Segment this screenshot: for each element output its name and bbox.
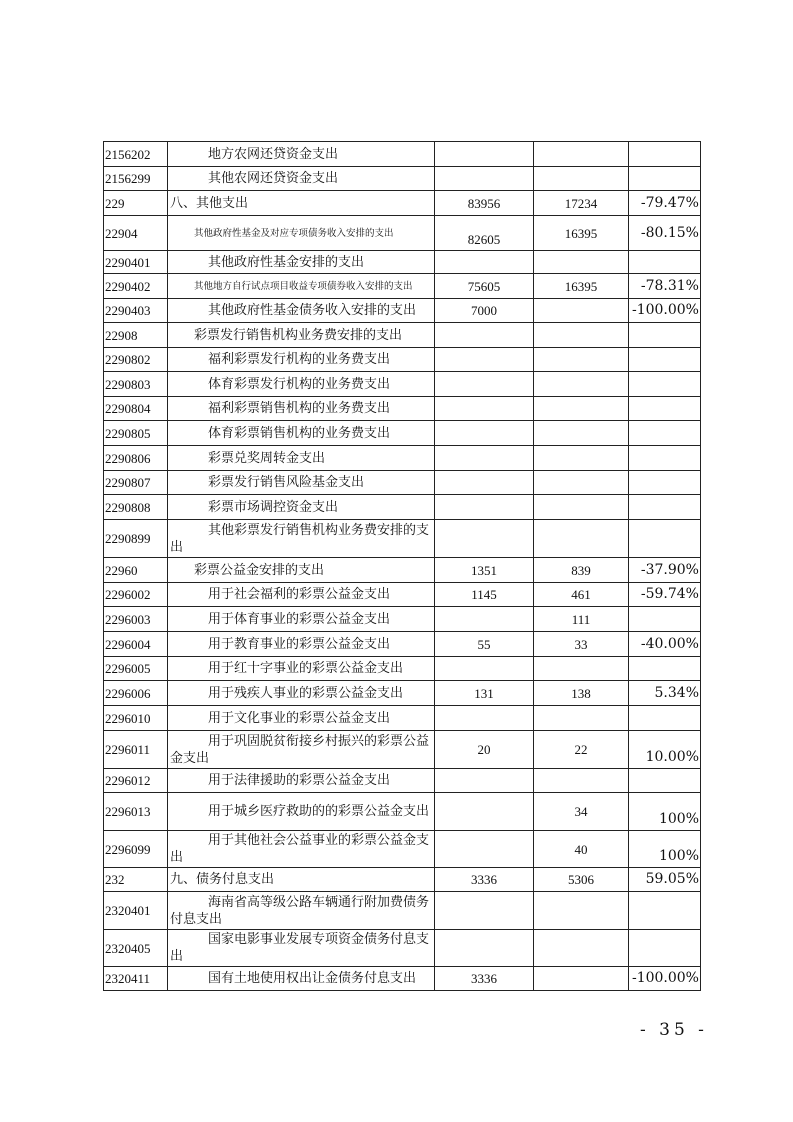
- row-name: 用于教育事业的彩票公益金支出: [168, 632, 435, 657]
- row-code: 22904: [104, 216, 168, 251]
- row-change-pct: [629, 892, 701, 930]
- row-value-curr: [534, 892, 629, 930]
- row-change-pct: -79.47%: [629, 191, 701, 216]
- row-value-curr: [534, 967, 629, 991]
- row-code: 22960: [104, 558, 168, 583]
- row-change-pct: [629, 372, 701, 397]
- table-row: [104, 299, 701, 323]
- row-code: 2290402: [104, 274, 168, 299]
- row-code: 2296006: [104, 681, 168, 706]
- row-name: 福利彩票发行机构的业务费支出: [168, 348, 435, 372]
- table-row: [104, 251, 701, 274]
- row-value-prev: [435, 471, 534, 495]
- row-name: 其他政府性基金及对应专项债务收入安排的支出: [168, 216, 435, 251]
- row-change-pct: 5.34%: [629, 681, 701, 706]
- row-code: 2290802: [104, 348, 168, 372]
- row-code: 2296010: [104, 706, 168, 731]
- table-row: [104, 372, 701, 397]
- row-value-curr: 17234: [534, 191, 629, 216]
- row-change-pct: [629, 657, 701, 681]
- row-name: 体育彩票销售机构的业务费支出: [168, 421, 435, 446]
- row-value-curr: [534, 446, 629, 471]
- table-row: [104, 520, 701, 558]
- row-change-pct: 59.05%: [629, 868, 701, 892]
- table-row: [104, 323, 701, 348]
- row-value-prev: [435, 520, 534, 558]
- row-value-prev: [435, 167, 534, 191]
- row-change-pct: 10.00%: [629, 731, 701, 769]
- row-change-pct: 100%: [629, 831, 701, 868]
- row-value-curr: 138: [534, 681, 629, 706]
- row-code: 232: [104, 868, 168, 892]
- row-value-prev: [435, 421, 534, 446]
- row-name: 用于文化事业的彩票公益金支出: [168, 706, 435, 731]
- table-row: [104, 868, 701, 892]
- row-change-pct: -40.00%: [629, 632, 701, 657]
- row-code: 2296011: [104, 731, 168, 769]
- row-code: 2296004: [104, 632, 168, 657]
- row-value-prev: [435, 372, 534, 397]
- row-code: 2290401: [104, 251, 168, 274]
- row-value-curr: [534, 251, 629, 274]
- row-code: 2156299: [104, 167, 168, 191]
- row-value-prev: 82605: [435, 216, 534, 251]
- row-value-prev: 55: [435, 632, 534, 657]
- row-code: 2296013: [104, 793, 168, 831]
- row-change-pct: [629, 167, 701, 191]
- row-code: 2290803: [104, 372, 168, 397]
- row-value-prev: 20: [435, 731, 534, 769]
- row-name: 用于其他社会公益事业的彩票公益金支出: [168, 831, 435, 868]
- row-value-curr: [534, 520, 629, 558]
- row-change-pct: [629, 495, 701, 520]
- row-code: 2296002: [104, 583, 168, 607]
- row-value-prev: [435, 607, 534, 632]
- row-value-prev: 1351: [435, 558, 534, 583]
- row-change-pct: [629, 348, 701, 372]
- row-change-pct: -80.15%: [629, 216, 701, 251]
- row-value-prev: [435, 142, 534, 167]
- row-change-pct: [629, 607, 701, 632]
- row-code: 2290805: [104, 421, 168, 446]
- table-row: [104, 558, 701, 583]
- table-row: [104, 167, 701, 191]
- row-code: 2290807: [104, 471, 168, 495]
- row-value-curr: 33: [534, 632, 629, 657]
- row-code: 2296099: [104, 831, 168, 868]
- row-name: 彩票公益金安排的支出: [168, 558, 435, 583]
- row-value-prev: [435, 251, 534, 274]
- row-value-curr: [534, 167, 629, 191]
- table-row: [104, 769, 701, 793]
- row-value-curr: [534, 348, 629, 372]
- row-value-curr: [534, 769, 629, 793]
- row-name: 用于体育事业的彩票公益金支出: [168, 607, 435, 632]
- row-name: 八、其他支出: [168, 191, 435, 216]
- row-name: 彩票发行销售风险基金支出: [168, 471, 435, 495]
- row-name: 用于红十字事业的彩票公益金支出: [168, 657, 435, 681]
- table-row: [104, 607, 701, 632]
- table-row: [104, 892, 701, 930]
- row-code: 2320401: [104, 892, 168, 930]
- row-code: 2290808: [104, 495, 168, 520]
- row-change-pct: 100%: [629, 793, 701, 831]
- table-row: [104, 967, 701, 991]
- table-row: [104, 142, 701, 167]
- row-change-pct: [629, 471, 701, 495]
- table-row: [104, 191, 701, 216]
- row-value-curr: 111: [534, 607, 629, 632]
- row-code: 2296003: [104, 607, 168, 632]
- row-change-pct: -37.90%: [629, 558, 701, 583]
- row-code: 2290899: [104, 520, 168, 558]
- row-change-pct: [629, 520, 701, 558]
- row-value-curr: [534, 706, 629, 731]
- budget-table: [103, 141, 701, 991]
- row-change-pct: -78.31%: [629, 274, 701, 299]
- row-value-curr: 839: [534, 558, 629, 583]
- row-value-prev: 1145: [435, 583, 534, 607]
- row-value-prev: 75605: [435, 274, 534, 299]
- row-value-prev: [435, 397, 534, 421]
- row-value-prev: [435, 657, 534, 681]
- row-name: 其他政府性基金安排的支出: [168, 251, 435, 274]
- row-value-curr: 22: [534, 731, 629, 769]
- row-name: 用于残疾人事业的彩票公益金支出: [168, 681, 435, 706]
- table-row: [104, 831, 701, 868]
- row-code: 2320405: [104, 930, 168, 967]
- row-code: 2296012: [104, 769, 168, 793]
- table-row: [104, 731, 701, 769]
- row-value-prev: 3336: [435, 967, 534, 991]
- table-row: [104, 495, 701, 520]
- row-value-curr: 5306: [534, 868, 629, 892]
- row-name: 用于城乡医疗救助的的彩票公益金支出: [168, 793, 435, 831]
- row-value-prev: 83956: [435, 191, 534, 216]
- row-change-pct: [629, 706, 701, 731]
- table-row: [104, 446, 701, 471]
- row-change-pct: -100.00%: [629, 299, 701, 323]
- row-value-curr: [534, 471, 629, 495]
- row-value-curr: [534, 323, 629, 348]
- table-row: [104, 274, 701, 299]
- row-code: 2290403: [104, 299, 168, 323]
- row-name: 用于法律援助的彩票公益金支出: [168, 769, 435, 793]
- table-row: [104, 583, 701, 607]
- row-name: 九、债务付息支出: [168, 868, 435, 892]
- row-name: 用于社会福利的彩票公益金支出: [168, 583, 435, 607]
- row-value-curr: 461: [534, 583, 629, 607]
- row-value-prev: [435, 495, 534, 520]
- row-name: 彩票市场调控资金支出: [168, 495, 435, 520]
- row-name: 福利彩票销售机构的业务费支出: [168, 397, 435, 421]
- row-value-prev: [435, 446, 534, 471]
- row-name: 其他彩票发行销售机构业务费安排的支出: [168, 520, 435, 558]
- row-value-prev: [435, 323, 534, 348]
- row-value-prev: [435, 348, 534, 372]
- row-value-prev: 7000: [435, 299, 534, 323]
- row-change-pct: -59.74%: [629, 583, 701, 607]
- row-name: 彩票兑奖周转金支出: [168, 446, 435, 471]
- row-change-pct: -100.00%: [629, 967, 701, 991]
- row-change-pct: [629, 251, 701, 274]
- table-row: [104, 216, 701, 251]
- row-code: 22908: [104, 323, 168, 348]
- row-value-prev: [435, 892, 534, 930]
- row-change-pct: [629, 323, 701, 348]
- row-name: 其他地方自行试点项目收益专项债券收入安排的支出: [168, 274, 435, 299]
- row-value-curr: 16395: [534, 216, 629, 251]
- row-change-pct: [629, 142, 701, 167]
- row-name: 其他农网还贷资金支出: [168, 167, 435, 191]
- row-name: 国有土地使用权出让金债务付息支出: [168, 967, 435, 991]
- row-value-curr: [534, 299, 629, 323]
- row-code: 2290804: [104, 397, 168, 421]
- row-value-curr: [534, 657, 629, 681]
- page-number: - 35 -: [640, 1020, 708, 1040]
- row-code: 2156202: [104, 142, 168, 167]
- row-value-curr: [534, 930, 629, 967]
- table-row: [104, 681, 701, 706]
- row-value-prev: 3336: [435, 868, 534, 892]
- row-value-curr: 16395: [534, 274, 629, 299]
- row-value-curr: 40: [534, 831, 629, 868]
- row-code: 2320411: [104, 967, 168, 991]
- row-value-curr: [534, 495, 629, 520]
- table-row: [104, 930, 701, 967]
- table-row: [104, 471, 701, 495]
- row-value-curr: [534, 421, 629, 446]
- row-value-prev: 131: [435, 681, 534, 706]
- row-value-prev: [435, 706, 534, 731]
- row-value-curr: [534, 142, 629, 167]
- row-change-pct: [629, 930, 701, 967]
- row-code: 229: [104, 191, 168, 216]
- table-row: [104, 397, 701, 421]
- table-row: [104, 421, 701, 446]
- row-value-curr: 34: [534, 793, 629, 831]
- row-code: 2290806: [104, 446, 168, 471]
- row-change-pct: [629, 769, 701, 793]
- row-name: 海南省高等级公路车辆通行附加费债务付息支出: [168, 892, 435, 930]
- row-name: 地方农网还贷资金支出: [168, 142, 435, 167]
- row-name: 用于巩固脱贫衔接乡村振兴的彩票公益金支出: [168, 731, 435, 769]
- table-row: [104, 632, 701, 657]
- row-value-prev: [435, 930, 534, 967]
- table-row: [104, 657, 701, 681]
- row-value-curr: [534, 397, 629, 421]
- row-value-prev: [435, 769, 534, 793]
- row-change-pct: [629, 421, 701, 446]
- table-row: [104, 706, 701, 731]
- row-value-prev: [435, 793, 534, 831]
- row-code: 2296005: [104, 657, 168, 681]
- row-name: 彩票发行销售机构业务费安排的支出: [168, 323, 435, 348]
- row-value-curr: [534, 372, 629, 397]
- table-row: [104, 348, 701, 372]
- row-change-pct: [629, 397, 701, 421]
- row-name: 其他政府性基金债务收入安排的支出: [168, 299, 435, 323]
- row-change-pct: [629, 446, 701, 471]
- row-name: 体育彩票发行机构的业务费支出: [168, 372, 435, 397]
- row-name: 国家电影事业发展专项资金债务付息支出: [168, 930, 435, 967]
- table-row: [104, 793, 701, 831]
- row-value-prev: [435, 831, 534, 868]
